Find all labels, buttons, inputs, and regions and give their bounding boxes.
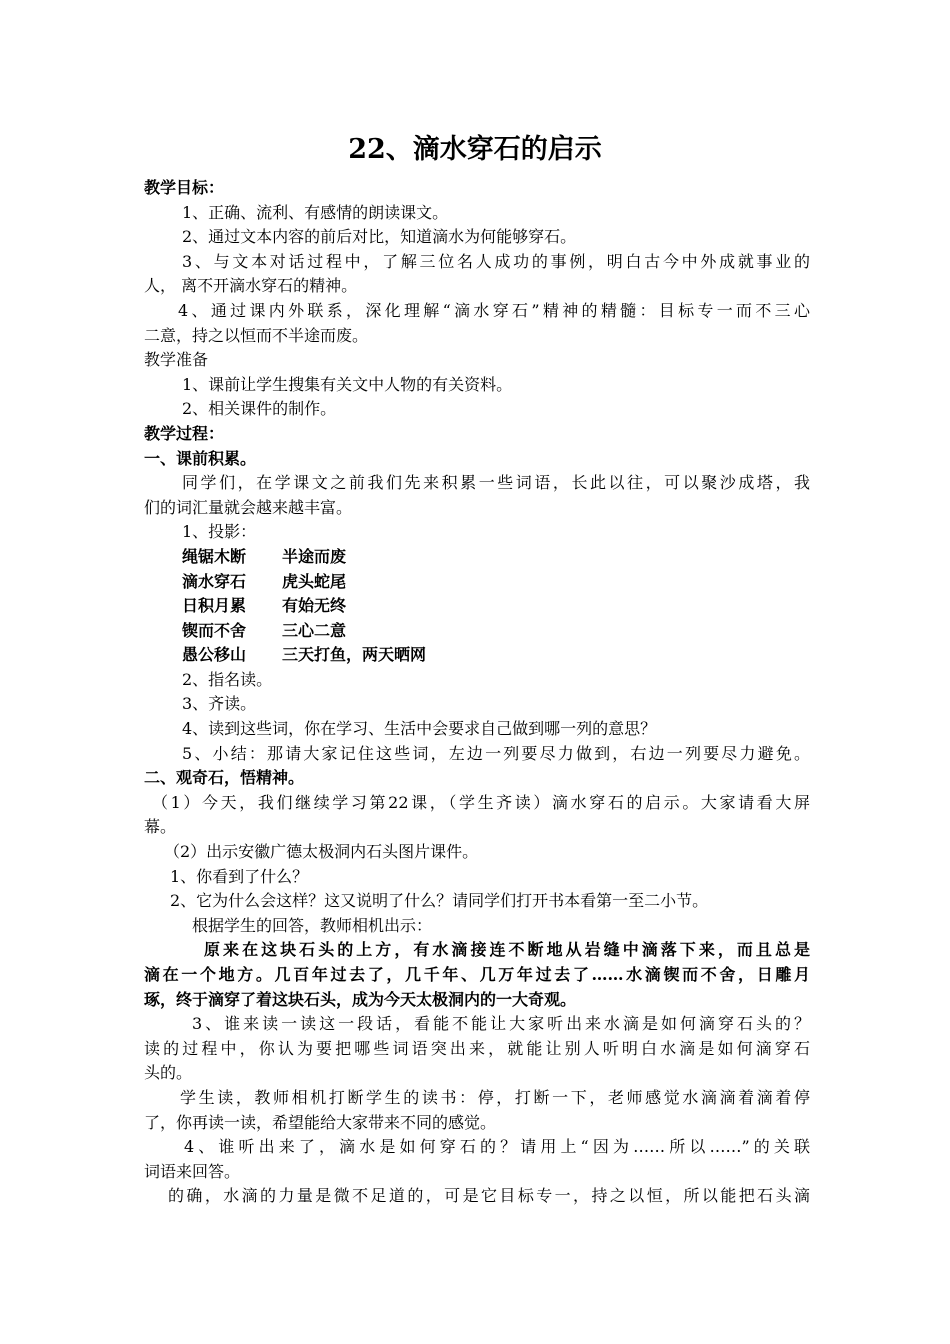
word-left: 愚公移山 [182,645,247,665]
word-pair-row [144,545,810,570]
quote-text: 原来在这块石头的上方，有水滴接连不断地从岩缝中滴落下来，而且总是 [204,940,810,960]
word-pair-row [144,643,810,668]
word-right: 半途而废 [282,546,347,566]
goal-item: 3、与文本对话过程中，了解三位名人成功的事例，明白古今中外成就事业的 [182,251,810,271]
goals-heading: 教学目标： [144,178,225,197]
word-right: 三天打鱼，两天晒网 [282,645,427,665]
page-title: 22、滴水穿石的启示 [348,134,602,165]
teacher-note: 根据学生的回答，教师相机出示： [192,915,433,935]
word-left: 锲而不舍 [182,620,247,640]
section1-heading: 一、课前积累。 [144,448,257,468]
section2-question: 词语来回答。 [144,1161,241,1181]
section2-heading: 二、观奇石，悟精神。 [144,768,305,788]
quote-text: 滴在一个地方。几百年过去了，几千年、几万年过去了……水滴锲而不舍，日雕月 [144,965,810,984]
word-left: 滴水穿石 [182,571,247,591]
goal-item: 二意，持之以恒而不半途而废。 [144,325,369,345]
goal-item: 2、通过文本内容的前后对比，知道滴水为何能够穿石。 [182,227,577,247]
prep-item: 2、相关课件的制作。 [182,399,337,419]
projection-label: 1、投影： [182,522,257,542]
prep-heading: 教学准备 [144,350,209,370]
goal-item: 1、正确、流利、有感情的朗读课文。 [182,202,449,222]
section2-paragraph: （1）今天，我们继续学习第22课，（学生齐读）滴水穿石的启示。大家请看大屏 [152,792,810,812]
goal-item: 人， 离不开滴水穿石的精神。 [144,276,358,296]
word-left: 日积月累 [182,596,247,616]
prep-item: 1、课前让学生搜集有关文中人物的有关资料。 [182,374,513,394]
section2-question: 1、你看到了什么？ [170,866,309,886]
section1-step: 5、小结：那请大家记住这些词，左边一列要尽力做到，右边一列要尽力避免。 [182,743,810,763]
section1-step: 2、指名读。 [182,669,273,689]
section2-paragraph: （2）出示安徽广德太极洞内石头图片课件。 [164,842,479,862]
section2-question: 读的过程中，你认为要把哪些词语突出来，就能让别人听明白水滴是如何滴穿石 [144,1038,810,1058]
section1-intro: 们的词汇量就会越来越丰富。 [144,497,353,517]
quote-text: 琢，终于滴穿了着这块石头，成为今天太极洞内的一大奇观。 [144,989,577,1009]
word-right: 虎头蛇尾 [282,571,347,591]
word-pair-row [144,594,810,619]
section2-question: 4、谁听出来了，滴水是如何穿石的？请用上“因为……所以……”的关联 [184,1137,810,1157]
word-right: 三心二意 [282,620,347,640]
word-pair-row [144,570,810,595]
section2-paragraph: 的确，水滴的力量是微不足道的，可是它目标专一，持之以恒，所以能把石头滴 [168,1186,810,1206]
process-heading: 教学过程： [144,423,225,443]
word-pair-row [144,619,810,644]
goal-item: 4、通过课内外联系，深化理解“滴水穿石”精神的精髓：目标专一而不三心 [178,300,810,320]
section2-paragraph: 学生读，教师相机打断学生的读书：停，打断一下，老师感觉水滴滴着滴着停 [180,1087,810,1107]
section2-question: 3、谁来读一读这一段话，看能不能让大家听出来水滴是如何滴穿石头的？ [192,1014,810,1034]
section2-question: 头的。 [144,1063,193,1083]
word-left: 绳锯木断 [182,546,247,566]
word-right: 有始无终 [282,596,347,616]
section1-intro: 同学们，在学课文之前我们先来积累一些词语，长此以往，可以聚沙成塔，我 [182,473,810,493]
section1-step: 3、齐读。 [182,694,257,714]
section1-step: 4、读到这些词，你在学习、生活中会要求自己做到哪一列的意思？ [182,719,657,739]
document-body [144,176,810,1209]
section2-paragraph: 了，你再读一读，希望能给大家带来不同的感觉。 [144,1112,497,1132]
section2-question: 2、它为什么会这样？这又说明了什么？请同学们打开书本看第一至二小节。 [170,891,709,911]
section2-paragraph: 幕。 [144,817,177,837]
